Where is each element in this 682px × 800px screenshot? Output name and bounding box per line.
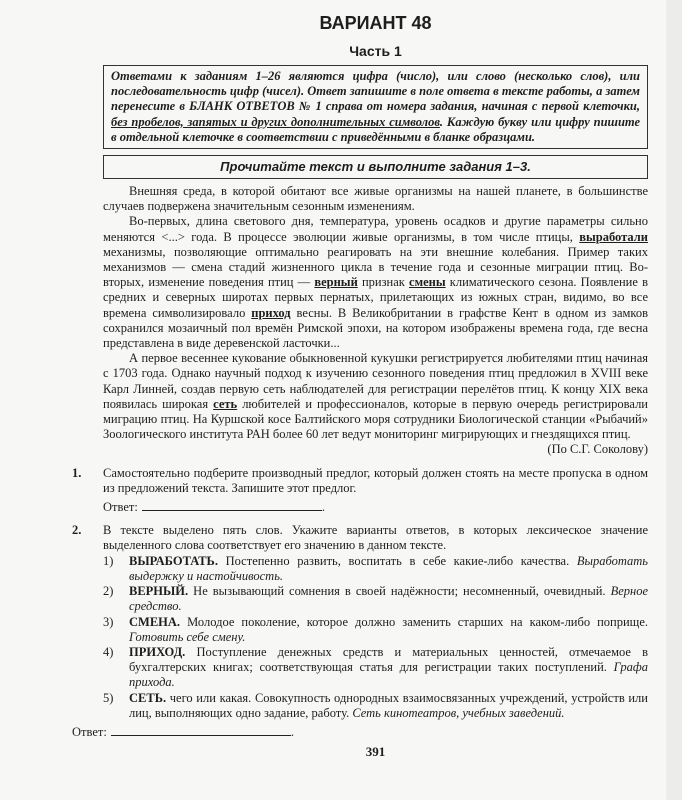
text: климатического сезона. Появление в средних и северных широтах первых пернатых, прилетающих из южных стран, видимо, во все времена символизировало	[103, 275, 648, 320]
option-definition: Не вызывающий сомнения в своей надёжности; несомненный, очевидный.	[188, 584, 611, 599]
highlighted-word: приход	[251, 305, 291, 320]
option-example: Выработать выдержку и настойчивость.	[129, 553, 648, 583]
passage-paragraph-1: Внешняя среда, в которой обитают все живые организмы на нашей планете, в большинстве случаев подвержена значительным сезонным изменениям.	[103, 184, 648, 214]
option-number: 2)	[103, 584, 114, 599]
option-2	[103, 584, 648, 614]
part-title: Часть 1	[349, 43, 402, 59]
option-word: СЕТЬ.	[129, 690, 167, 705]
answer-label: Ответ:	[103, 500, 138, 515]
task-text: Самостоятельно подберите производный предлог, который должен стоять на месте пропуска в одном из предложений текста. Запишите этот предлог.	[103, 465, 648, 495]
option-word: ПРИХОД.	[129, 644, 186, 659]
task-number: 1.	[72, 465, 82, 480]
variant-title: ВАРИАНТ 48	[319, 13, 432, 33]
passage	[103, 184, 648, 458]
highlighted-word: верный	[314, 275, 358, 290]
option-definition: Постепенно развить, воспитать в себе какие-либо качества.	[217, 553, 577, 568]
text: любителей и профессионалов, которые в первую очередь регистрировали миграцию птиц. На Куршской косе Балтийского моря сотрудники Биологической станции «Рыбачий» Зоологического института РАН более 60 лет ведут мониторинг мигрирующих и гнездящихся птиц.	[103, 396, 648, 442]
answer-label: Ответ:	[72, 724, 107, 739]
option-word: ВЫРАБОТАТЬ.	[129, 553, 218, 568]
instructions-text-end: . Каждую букву или цифру пишите в отдельной клеточке в соответствии с приведёнными в бланке образцами.	[111, 114, 640, 144]
answer-row: Ответ: .	[103, 500, 325, 515]
option-example: Графа прихода.	[129, 660, 648, 690]
instructions-underlined: без пробелов, запятых и других дополнительных символов	[111, 114, 440, 129]
option-1	[103, 554, 648, 584]
page-number: 391	[365, 744, 386, 760]
task-2	[72, 523, 648, 740]
text: признак	[357, 275, 410, 290]
option-word: ВЕРНЫЙ.	[129, 584, 189, 599]
text: Во-первых, длина светового дня, температура, уровень осадков и другие параметры сильно меняются <...> года. В процессе эволюции живые организмы, в том числе птицы,	[103, 214, 648, 244]
option-example: Сеть кинотеатров, учебных заведений.	[352, 705, 565, 720]
read-prompt-box: Прочитайте текст и выполните задания 1–3.	[103, 155, 648, 179]
option-number: 3)	[103, 614, 114, 629]
answer-field[interactable]	[142, 499, 322, 511]
option-word: СМЕНА.	[129, 614, 181, 629]
task-1	[72, 466, 648, 516]
instructions-box	[103, 65, 648, 149]
option-3	[103, 615, 648, 645]
instructions-text: Ответами к заданиям 1–26 являются цифра (число), или слово (несколько слов), или последовательность цифр (чисел). Ответ запишите в поле ответа в тексте работы, а затем перенесите в БЛАНК ОТВЕТОВ № 1 справа от номера задания, начиная с первой клеточки,	[111, 69, 640, 114]
option-number: 4)	[103, 644, 114, 659]
highlighted-word: смены	[409, 275, 446, 290]
option-definition: Молодое поколение, которое должно заменить старших на каком-либо поприще.	[180, 614, 648, 629]
option-definition: Поступление денежных средств и материальных ценностей, отмечаемое в бухгалтерских книгах; соответствующая статья для регистрации таких поступлений.	[129, 644, 648, 675]
option-definition: чего или какая. Совокупность однородных взаимосвязанных учреждений, устройств или лиц, выполняющих одно задание, работу.	[129, 690, 648, 720]
text: механизмы, позволяющие оптимально реагировать на эти внешние колебания. Пример таких механизмов — смена стадий жизненного цикла в течение года и сезонные миграции птиц. Во-вторых, изменение поведения птиц —	[103, 244, 648, 290]
option-number: 5)	[103, 690, 114, 705]
option-example: Готовить себе смену.	[129, 629, 246, 644]
answer-row: Ответ: .	[72, 724, 294, 739]
option-5	[103, 691, 648, 721]
task-number: 2.	[72, 523, 82, 538]
answer-field[interactable]	[111, 724, 291, 736]
option-number: 1)	[103, 553, 114, 568]
passage-source: (По С.Г. Соколову)	[547, 442, 648, 457]
option-4	[103, 645, 648, 691]
passage-paragraph-2	[103, 214, 648, 351]
passage-paragraph-3	[103, 351, 648, 442]
task-text: В тексте выделено пять слов. Укажите варианты ответов, в которых лексическое значение выделенного слова соответствует его значению в данном тексте.	[103, 523, 648, 553]
highlighted-word: сеть	[213, 396, 238, 411]
highlighted-word: выработали	[579, 229, 648, 244]
text: весны. В Великобритании в графстве Кент в одном из замков сохранился мозаичный пол времён Римской эпохи, на котором изображены времена года, где весна представлена в виде деревенской ласточки...	[103, 305, 648, 351]
option-example: Верное средство.	[129, 584, 648, 614]
text: А первое весеннее кукование обыкновенной кукушки регистрируется любителями птиц начиная с 1703 года. Однако научный подход к изучению сезонного поведения птиц предложил в XVIII веке Карл Линней, создав первую сеть наблюдателей для регистрации перелётов птиц. К концу XIX века появилась широкая	[103, 351, 648, 411]
